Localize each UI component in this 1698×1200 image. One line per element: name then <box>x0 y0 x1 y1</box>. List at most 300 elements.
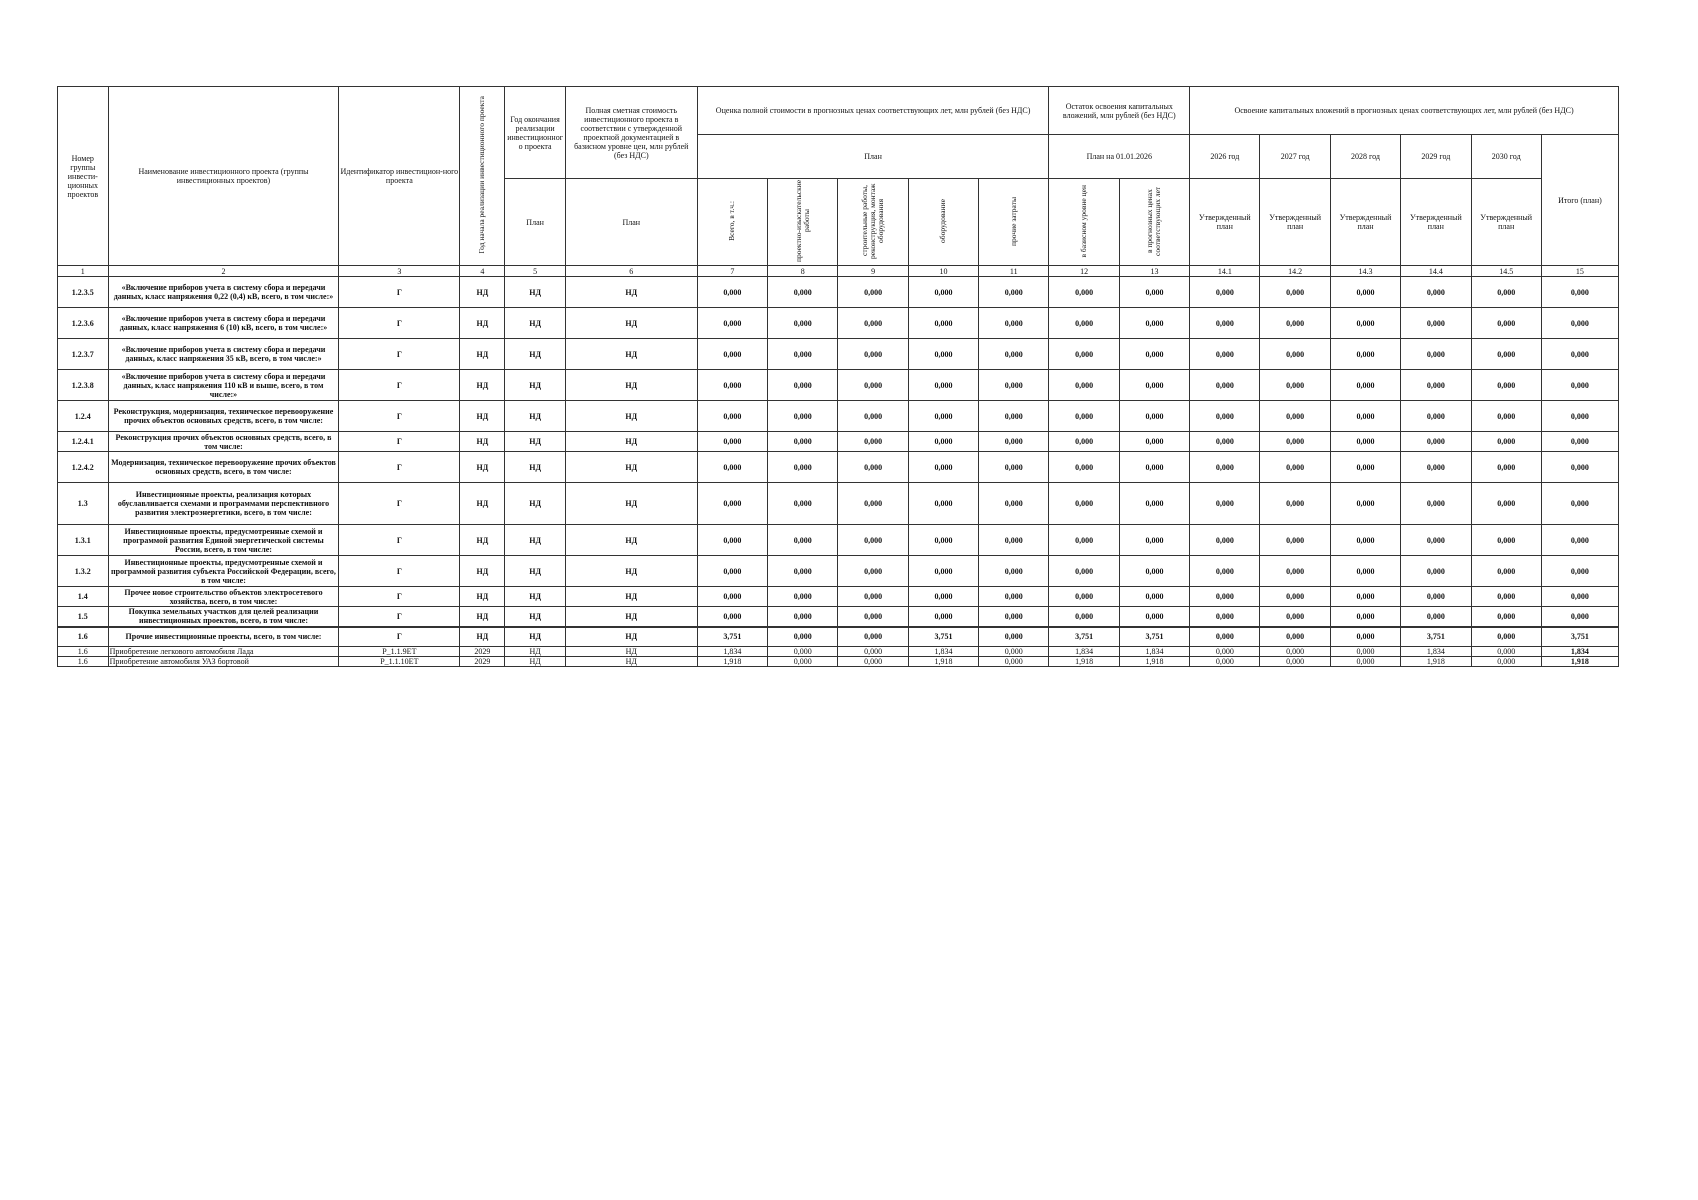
hdr-forecast-price <box>1119 179 1189 266</box>
row-value: 0,000 <box>1049 587 1119 607</box>
row-value: 0,000 <box>1401 339 1471 370</box>
row-value: 0,000 <box>1401 525 1471 556</box>
row-value: 0,000 <box>1330 627 1400 647</box>
row-value: 0,000 <box>697 401 767 432</box>
row-value: 0,000 <box>1119 277 1189 308</box>
leaf-value: 1,918 <box>1119 657 1189 667</box>
row-name: Покупка земельных участков для целей реализации инвестиционных проектов, всего, в том числе: <box>108 607 339 627</box>
row-value: 0,000 <box>979 525 1049 556</box>
row-value: 0,000 <box>1260 452 1330 483</box>
row-code: 1.3 <box>58 483 109 525</box>
row-name: Реконструкция прочих объектов основных средств, всего, в том числе: <box>108 432 339 452</box>
table-row <box>58 483 1619 525</box>
row-start-year: НД <box>460 627 505 647</box>
hdr-design-text: проектно-изыскательские работы <box>793 179 811 263</box>
hdr-year-2027: 2027 год <box>1260 135 1330 179</box>
row-value: 0,000 <box>838 525 908 556</box>
row-value: 0,000 <box>1401 607 1471 627</box>
leaf-full-cost: НД <box>565 647 697 657</box>
row-name: Модернизация, техническое перевооружение прочих объектов основных средств, всего, в том числе: <box>108 452 339 483</box>
row-start-year: НД <box>460 556 505 587</box>
column-number: 15 <box>1541 266 1618 277</box>
column-number: 14.3 <box>1330 266 1400 277</box>
leaf-start-year: 2029 <box>460 647 505 657</box>
leaf-value: 0,000 <box>1471 657 1541 667</box>
row-value: 0,000 <box>1260 556 1330 587</box>
row-value: 0,000 <box>1049 401 1119 432</box>
hdr-end-year: Год окончания реализации инвестиционного проекта <box>505 87 565 179</box>
table-row <box>58 587 1619 607</box>
row-name: Инвестиционные проекты, предусмотренные схемой и программой развития субъекта Российской Федерации, всего, в том числе: <box>108 556 339 587</box>
leaf-value: 0,000 <box>1260 657 1330 667</box>
row-value: 0,000 <box>1471 452 1541 483</box>
row-value: 0,000 <box>1260 587 1330 607</box>
row-value: 0,000 <box>1190 432 1260 452</box>
row-value: 0,000 <box>1119 483 1189 525</box>
leaf-start-year: 2029 <box>460 657 505 667</box>
row-end-year: НД <box>505 556 565 587</box>
row-value: 0,000 <box>768 483 838 525</box>
hdr-approved-2028: Утвержденный план <box>1330 179 1400 266</box>
row-full-cost: НД <box>565 370 697 401</box>
row-value: 0,000 <box>1260 627 1330 647</box>
table-row <box>58 607 1619 627</box>
row-value: 0,000 <box>697 339 767 370</box>
column-number: 8 <box>768 266 838 277</box>
leaf-full-cost: НД <box>565 657 697 667</box>
leaf-value: 0,000 <box>1190 657 1260 667</box>
row-value: 0,000 <box>838 607 908 627</box>
row-value: 0,000 <box>1049 277 1119 308</box>
row-end-year: НД <box>505 401 565 432</box>
hdr-year-2030: 2030 год <box>1471 135 1541 179</box>
row-value: 0,000 <box>979 370 1049 401</box>
row-name: «Включение приборов учета в систему сбора и передачи данных, класс напряжения 6 (10) кВ, всего, в том числе:» <box>108 308 339 339</box>
row-value: 3,751 <box>908 627 978 647</box>
row-value: 0,000 <box>908 432 978 452</box>
hdr-base-price-text: в базисном уровне цен <box>1079 184 1089 258</box>
hdr-design <box>768 179 838 266</box>
row-value: 0,000 <box>1471 339 1541 370</box>
row-identifier: Г <box>339 452 460 483</box>
leaf-value: 0,000 <box>1190 647 1260 657</box>
row-value: 0,000 <box>1190 277 1260 308</box>
row-value: 0,000 <box>1190 339 1260 370</box>
row-end-year: НД <box>505 627 565 647</box>
column-number: 5 <box>505 266 565 277</box>
leaf-identifier: Р_1.1.9ЕТ <box>339 647 460 657</box>
row-start-year: НД <box>460 277 505 308</box>
table-row <box>58 556 1619 587</box>
column-number: 9 <box>838 266 908 277</box>
row-value: 0,000 <box>1401 308 1471 339</box>
leaf-value: 1,918 <box>1049 657 1119 667</box>
leaf-code: 1.6 <box>58 657 109 667</box>
hdr-other-costs-text: прочие затраты <box>1008 196 1018 246</box>
row-value: 0,000 <box>838 483 908 525</box>
row-full-cost: НД <box>565 401 697 432</box>
leaf-value: 0,000 <box>838 647 908 657</box>
table-row <box>58 401 1619 432</box>
row-value: 0,000 <box>1401 556 1471 587</box>
column-number: 14.4 <box>1401 266 1471 277</box>
leaf-value: 0,000 <box>838 657 908 667</box>
table-row <box>58 432 1619 452</box>
row-value: 0,000 <box>838 370 908 401</box>
row-start-year: НД <box>460 587 505 607</box>
leaf-name: Приобретение легкового автомобиля Лада <box>108 647 339 657</box>
row-value: 0,000 <box>1471 370 1541 401</box>
row-value: 0,000 <box>908 277 978 308</box>
hdr-year-2026: 2026 год <box>1190 135 1260 179</box>
leaf-value: 0,000 <box>1260 647 1330 657</box>
hdr-capex: Освоение капитальных вложений в прогнозных ценах соответствующих лет, млн рублей (без НДС) <box>1190 87 1619 135</box>
hdr-approved-2027: Утвержденный план <box>1260 179 1330 266</box>
column-number: 3 <box>339 266 460 277</box>
row-value: 0,000 <box>1541 587 1618 607</box>
row-value: 0,000 <box>768 556 838 587</box>
row-value: 0,000 <box>697 308 767 339</box>
column-number: 6 <box>565 266 697 277</box>
row-value: 0,000 <box>1049 370 1119 401</box>
hdr-end-plan: План <box>505 179 565 266</box>
row-value: 0,000 <box>1049 556 1119 587</box>
row-value: 0,000 <box>1401 401 1471 432</box>
row-value: 0,000 <box>1541 401 1618 432</box>
hdr-remaining: Остаток освоения капитальных вложений, млн рублей (без НДС) <box>1049 87 1190 135</box>
row-value: 0,000 <box>1401 483 1471 525</box>
row-value: 0,000 <box>768 339 838 370</box>
row-code: 1.2.3.6 <box>58 308 109 339</box>
row-full-cost: НД <box>565 587 697 607</box>
row-value: 0,000 <box>1471 607 1541 627</box>
leaf-value: 0,000 <box>1471 647 1541 657</box>
hdr-other-costs <box>979 179 1049 266</box>
row-full-cost: НД <box>565 627 697 647</box>
row-code: 1.4 <box>58 587 109 607</box>
row-full-cost: НД <box>565 556 697 587</box>
row-name: «Включение приборов учета в систему сбора и передачи данных, класс напряжения 0,22 (0,4) кВ, всего, в том числе:» <box>108 277 339 308</box>
row-code: 1.2.3.5 <box>58 277 109 308</box>
hdr-plan-estimate: План <box>697 135 1049 179</box>
row-value: 0,000 <box>1541 339 1618 370</box>
row-value: 0,000 <box>1119 607 1189 627</box>
row-value: 0,000 <box>697 452 767 483</box>
leaf-end-year: НД <box>505 657 565 667</box>
row-value: 3,751 <box>1541 627 1618 647</box>
row-identifier: Г <box>339 483 460 525</box>
row-value: 0,000 <box>908 525 978 556</box>
table-row <box>58 627 1619 647</box>
row-value: 0,000 <box>908 339 978 370</box>
column-number: 13 <box>1119 266 1189 277</box>
row-value: 0,000 <box>979 308 1049 339</box>
row-name: «Включение приборов учета в систему сбора и передачи данных, класс напряжения 110 кВ и выше, всего, в том числе:» <box>108 370 339 401</box>
row-end-year: НД <box>505 587 565 607</box>
row-value: 0,000 <box>1330 432 1400 452</box>
row-value: 0,000 <box>1471 432 1541 452</box>
row-value: 0,000 <box>1260 339 1330 370</box>
leaf-value: 0,000 <box>768 657 838 667</box>
row-value: 0,000 <box>697 432 767 452</box>
leaf-value: 1,834 <box>1401 647 1471 657</box>
row-value: 0,000 <box>1119 339 1189 370</box>
hdr-year-2028: 2028 год <box>1330 135 1400 179</box>
row-value: 0,000 <box>768 308 838 339</box>
column-number: 14.2 <box>1260 266 1330 277</box>
row-value: 0,000 <box>697 607 767 627</box>
leaf-value: 1,834 <box>1119 647 1189 657</box>
row-value: 0,000 <box>1330 587 1400 607</box>
leaf-value: 1,918 <box>908 657 978 667</box>
row-value: 0,000 <box>768 587 838 607</box>
row-value: 0,000 <box>838 339 908 370</box>
leaf-value: 0,000 <box>1330 657 1400 667</box>
hdr-construction <box>838 179 908 266</box>
hdr-plan-date: План на 01.01.2026 <box>1049 135 1190 179</box>
column-number: 14.1 <box>1190 266 1260 277</box>
hdr-equipment-text: оборудование <box>938 199 948 243</box>
row-value: 0,000 <box>1330 556 1400 587</box>
row-value: 0,000 <box>979 587 1049 607</box>
row-end-year: НД <box>505 483 565 525</box>
row-value: 0,000 <box>1119 308 1189 339</box>
row-identifier: Г <box>339 277 460 308</box>
hdr-construction-text: строительные работы, реконструкция, монтаж оборудования <box>860 183 886 259</box>
hdr-start-year <box>460 87 505 266</box>
row-code: 1.3.2 <box>58 556 109 587</box>
hdr-project-name: Наименование инвестиционного проекта (группы инвестиционных проектов) <box>108 87 339 266</box>
row-value: 0,000 <box>1260 308 1330 339</box>
row-value: 0,000 <box>1049 339 1119 370</box>
row-value: 0,000 <box>1541 607 1618 627</box>
row-full-cost: НД <box>565 483 697 525</box>
leaf-value: 0,000 <box>979 647 1049 657</box>
row-value: 3,751 <box>1119 627 1189 647</box>
leaf-value: 1,918 <box>1541 657 1618 667</box>
row-full-cost: НД <box>565 432 697 452</box>
row-name: Инвестиционные проекты, предусмотренные схемой и программой развития Единой энергетической системы России, всего, в том числе: <box>108 525 339 556</box>
row-code: 1.5 <box>58 607 109 627</box>
column-number: 14.5 <box>1471 266 1541 277</box>
hdr-identifier: Идентификатор инвестицион-ного проекта <box>339 87 460 266</box>
row-value: 0,000 <box>1471 401 1541 432</box>
row-value: 0,000 <box>1260 432 1330 452</box>
row-value: 0,000 <box>1119 370 1189 401</box>
row-value: 0,000 <box>768 277 838 308</box>
row-value: 0,000 <box>979 432 1049 452</box>
row-start-year: НД <box>460 483 505 525</box>
hdr-base-price <box>1049 179 1119 266</box>
table-row <box>58 277 1619 308</box>
leaf-value: 1,918 <box>1401 657 1471 667</box>
column-number: 7 <box>697 266 767 277</box>
leaf-value: 1,834 <box>1541 647 1618 657</box>
row-value: 0,000 <box>1471 308 1541 339</box>
row-value: 0,000 <box>1049 483 1119 525</box>
row-value: 0,000 <box>1260 483 1330 525</box>
row-value: 0,000 <box>1330 483 1400 525</box>
row-value: 0,000 <box>838 401 908 432</box>
row-identifier: Г <box>339 401 460 432</box>
row-value: 0,000 <box>908 370 978 401</box>
row-full-cost: НД <box>565 308 697 339</box>
hdr-group-no: Номер группы инвести-ционных проектов <box>58 87 109 266</box>
row-value: 0,000 <box>1119 587 1189 607</box>
row-value: 0,000 <box>979 277 1049 308</box>
row-value: 0,000 <box>1049 525 1119 556</box>
row-end-year: НД <box>505 370 565 401</box>
row-value: 0,000 <box>979 607 1049 627</box>
row-identifier: Г <box>339 556 460 587</box>
row-end-year: НД <box>505 452 565 483</box>
column-number: 1 <box>58 266 109 277</box>
row-value: 0,000 <box>1401 432 1471 452</box>
row-value: 0,000 <box>979 483 1049 525</box>
row-start-year: НД <box>460 339 505 370</box>
column-number-row <box>58 266 1619 277</box>
row-value: 0,000 <box>1190 308 1260 339</box>
row-value: 0,000 <box>838 556 908 587</box>
hdr-year-2029: 2029 год <box>1401 135 1471 179</box>
row-value: 0,000 <box>1330 339 1400 370</box>
row-end-year: НД <box>505 277 565 308</box>
row-value: 0,000 <box>1541 308 1618 339</box>
row-code: 1.2.4 <box>58 401 109 432</box>
row-full-cost: НД <box>565 452 697 483</box>
row-value: 0,000 <box>1401 370 1471 401</box>
row-start-year: НД <box>460 452 505 483</box>
row-identifier: Г <box>339 607 460 627</box>
row-value: 0,000 <box>1401 277 1471 308</box>
row-value: 0,000 <box>1119 556 1189 587</box>
row-value: 0,000 <box>1049 452 1119 483</box>
row-name: Реконструкция, модернизация, техническое перевооружение прочих объектов основных средств, всего, в том числе: <box>108 401 339 432</box>
row-value: 0,000 <box>1190 627 1260 647</box>
hdr-full-cost: Полная сметная стоимость инвестиционного проекта в соответствии с утвержденной проектной документацией в базисном уровне цен, млн рублей (без НДС) <box>565 87 697 179</box>
row-value: 0,000 <box>1260 401 1330 432</box>
row-value: 0,000 <box>697 370 767 401</box>
row-value: 0,000 <box>1330 452 1400 483</box>
row-value: 0,000 <box>979 627 1049 647</box>
table-row <box>58 452 1619 483</box>
row-value: 0,000 <box>1541 483 1618 525</box>
row-value: 0,000 <box>1260 525 1330 556</box>
hdr-equipment <box>908 179 978 266</box>
row-value: 0,000 <box>979 556 1049 587</box>
row-value: 0,000 <box>908 401 978 432</box>
row-value: 0,000 <box>908 308 978 339</box>
row-value: 0,000 <box>1049 432 1119 452</box>
row-value: 0,000 <box>908 587 978 607</box>
row-value: 0,000 <box>1471 277 1541 308</box>
row-value: 0,000 <box>1119 401 1189 432</box>
row-end-year: НД <box>505 308 565 339</box>
row-value: 0,000 <box>1471 587 1541 607</box>
hdr-cost-plan: План <box>565 179 697 266</box>
hdr-full-estimate: Оценка полной стоимости в прогнозных ценах соответствующих лет, млн рублей (без НДС) <box>697 87 1049 135</box>
row-code: 1.2.3.8 <box>58 370 109 401</box>
row-value: 0,000 <box>1049 607 1119 627</box>
leaf-identifier: Р_1.1.10ЕТ <box>339 657 460 667</box>
hdr-all-incl <box>697 179 767 266</box>
table-row <box>58 525 1619 556</box>
row-full-cost: НД <box>565 525 697 556</box>
row-value: 0,000 <box>768 607 838 627</box>
row-value: 0,000 <box>838 277 908 308</box>
row-start-year: НД <box>460 401 505 432</box>
investment-table <box>57 86 1619 667</box>
row-value: 0,000 <box>1260 277 1330 308</box>
row-end-year: НД <box>505 432 565 452</box>
row-value: 0,000 <box>1260 607 1330 627</box>
leaf-code: 1.6 <box>58 647 109 657</box>
row-end-year: НД <box>505 339 565 370</box>
hdr-approved-2029: Утвержденный план <box>1401 179 1471 266</box>
row-value: 0,000 <box>697 525 767 556</box>
row-value: 3,751 <box>1049 627 1119 647</box>
leaf-value: 1,834 <box>908 647 978 657</box>
row-name: «Включение приборов учета в систему сбора и передачи данных, класс напряжения 35 кВ, всего, в том числе:» <box>108 339 339 370</box>
row-value: 0,000 <box>979 452 1049 483</box>
leaf-value: 1,918 <box>697 657 767 667</box>
hdr-forecast-price-text: в прогнозных ценах соответствующих лет <box>1145 186 1163 256</box>
row-value: 0,000 <box>1190 401 1260 432</box>
row-end-year: НД <box>505 607 565 627</box>
column-number: 10 <box>908 266 978 277</box>
row-code: 1.6 <box>58 627 109 647</box>
hdr-approved-2030: Утвержденный план <box>1471 179 1541 266</box>
row-value: 0,000 <box>1541 556 1618 587</box>
row-start-year: НД <box>460 432 505 452</box>
row-value: 0,000 <box>1330 277 1400 308</box>
leaf-value: 0,000 <box>979 657 1049 667</box>
row-start-year: НД <box>460 370 505 401</box>
row-value: 0,000 <box>1471 627 1541 647</box>
table-row-leaf <box>58 647 1619 657</box>
hdr-all-incl-text: Всего, в т.ч.: <box>727 201 737 241</box>
row-start-year: НД <box>460 607 505 627</box>
row-value: 0,000 <box>1541 452 1618 483</box>
row-name: Прочие инвестиционные проекты, всего, в том числе: <box>108 627 339 647</box>
row-value: 0,000 <box>908 452 978 483</box>
row-value: 0,000 <box>1471 525 1541 556</box>
row-identifier: Г <box>339 339 460 370</box>
row-value: 0,000 <box>697 277 767 308</box>
row-value: 0,000 <box>1330 308 1400 339</box>
row-value: 0,000 <box>768 370 838 401</box>
row-full-cost: НД <box>565 607 697 627</box>
row-value: 0,000 <box>1119 432 1189 452</box>
row-name: Инвестиционные проекты, реализация которых обуславливается схемами и программами перспективного развития электроэнергетики, всего, в том числе: <box>108 483 339 525</box>
leaf-name: Приобретение автомобиля УАЗ бортовой <box>108 657 339 667</box>
row-value: 0,000 <box>1049 308 1119 339</box>
row-identifier: Г <box>339 587 460 607</box>
row-value: 0,000 <box>1541 370 1618 401</box>
row-value: 0,000 <box>1541 432 1618 452</box>
row-value: 0,000 <box>1471 556 1541 587</box>
leaf-value: 1,834 <box>697 647 767 657</box>
column-number: 12 <box>1049 266 1119 277</box>
row-value: 0,000 <box>1190 525 1260 556</box>
row-value: 0,000 <box>1401 452 1471 483</box>
row-value: 0,000 <box>697 587 767 607</box>
hdr-start-year-text: Год начала реализации инвестиционного проекта <box>477 96 487 254</box>
row-value: 0,000 <box>979 339 1049 370</box>
table-row <box>58 339 1619 370</box>
row-code: 1.2.4.1 <box>58 432 109 452</box>
row-value: 0,000 <box>908 483 978 525</box>
